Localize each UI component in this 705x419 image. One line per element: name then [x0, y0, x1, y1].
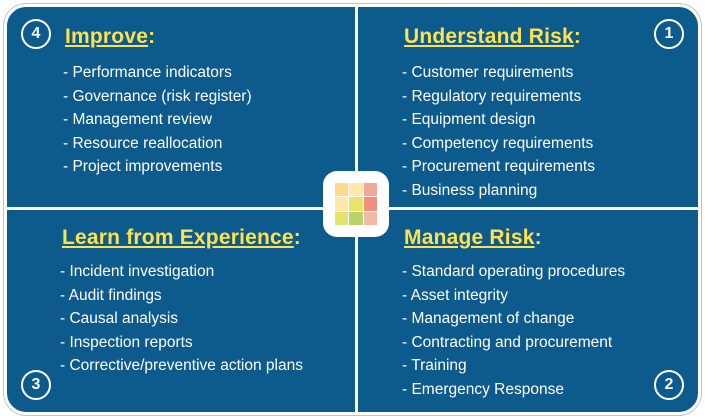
quadrant-manage-risk-title: [404, 226, 542, 250]
quadrant-manage-risk-list: [402, 260, 625, 401]
list-item: - Business planning: [402, 179, 595, 203]
badge-learn-from-experience: 3: [21, 370, 51, 400]
grid-cell: [335, 212, 348, 225]
list-item: - Procurement requirements: [402, 155, 595, 179]
list-item: - Causal analysis: [60, 307, 303, 331]
quadrant-learn-from-experience-title: [62, 226, 301, 250]
badge-manage-risk: 2: [654, 370, 684, 400]
list-item: - Emergency Response: [402, 378, 625, 402]
list-item: - Equipment design: [402, 108, 595, 132]
badge-understand-risk: 1: [654, 19, 684, 49]
list-item: - Incident investigation: [60, 260, 303, 284]
grid-cell: [335, 197, 348, 210]
colored-grid-icon: [335, 183, 377, 225]
grid-cell: [364, 212, 377, 225]
quadrant-understand-risk-title: [404, 25, 581, 49]
grid-cell: [364, 197, 377, 210]
center-tile: [323, 171, 389, 237]
grid-cell: [335, 183, 348, 196]
list-item: - Customer requirements: [402, 61, 595, 85]
list-item: - Regulatory requirements: [402, 85, 595, 109]
quadrant-understand-risk: [358, 7, 701, 207]
grid-cell: [349, 212, 362, 225]
list-item: - Management review: [63, 108, 252, 132]
quadrant-learn-from-experience-list: [60, 260, 303, 378]
quadrant-improve: [7, 7, 355, 207]
list-item: - Corrective/preventive action plans: [60, 354, 303, 378]
grid-cell: [364, 183, 377, 196]
quadrant-manage-risk-title-text: Manage Risk: [404, 226, 535, 249]
grid-cell: [349, 197, 362, 210]
list-item: - Training: [402, 354, 625, 378]
list-item: - Inspection reports: [60, 331, 303, 355]
list-item: - Performance indicators: [63, 61, 252, 85]
badge-improve: 4: [21, 19, 51, 49]
quadrant-learn-from-experience-title-text: Learn from Experience: [62, 226, 294, 249]
list-item: - Contracting and procurement: [402, 331, 625, 355]
risk-cycle-board: [4, 4, 701, 415]
quadrant-improve-title: [65, 25, 155, 49]
quadrant-improve-list: [63, 61, 252, 179]
grid-cell: [349, 183, 362, 196]
list-item: - Governance (risk register): [63, 85, 252, 109]
quadrant-learn-from-experience: [7, 210, 355, 415]
quadrant-learn-from-experience-title-colon: :: [293, 226, 301, 249]
quadrant-manage-risk: [358, 210, 701, 415]
list-item: - Audit findings: [60, 284, 303, 308]
list-item: - Asset integrity: [402, 284, 625, 308]
list-item: - Project improvements: [63, 155, 252, 179]
quadrant-improve-title-text: Improve: [65, 25, 149, 48]
quadrant-understand-risk-title-text: Understand Risk: [404, 25, 574, 48]
list-item: - Competency requirements: [402, 132, 595, 156]
list-item: - Resource reallocation: [63, 132, 252, 156]
quadrant-understand-risk-list: [402, 61, 595, 202]
list-item: - Management of change: [402, 307, 625, 331]
quadrant-manage-risk-title-colon: :: [534, 226, 542, 249]
list-item: - Standard operating procedures: [402, 260, 625, 284]
quadrant-understand-risk-title-colon: :: [573, 25, 582, 48]
quadrant-improve-title-colon: :: [148, 25, 156, 48]
